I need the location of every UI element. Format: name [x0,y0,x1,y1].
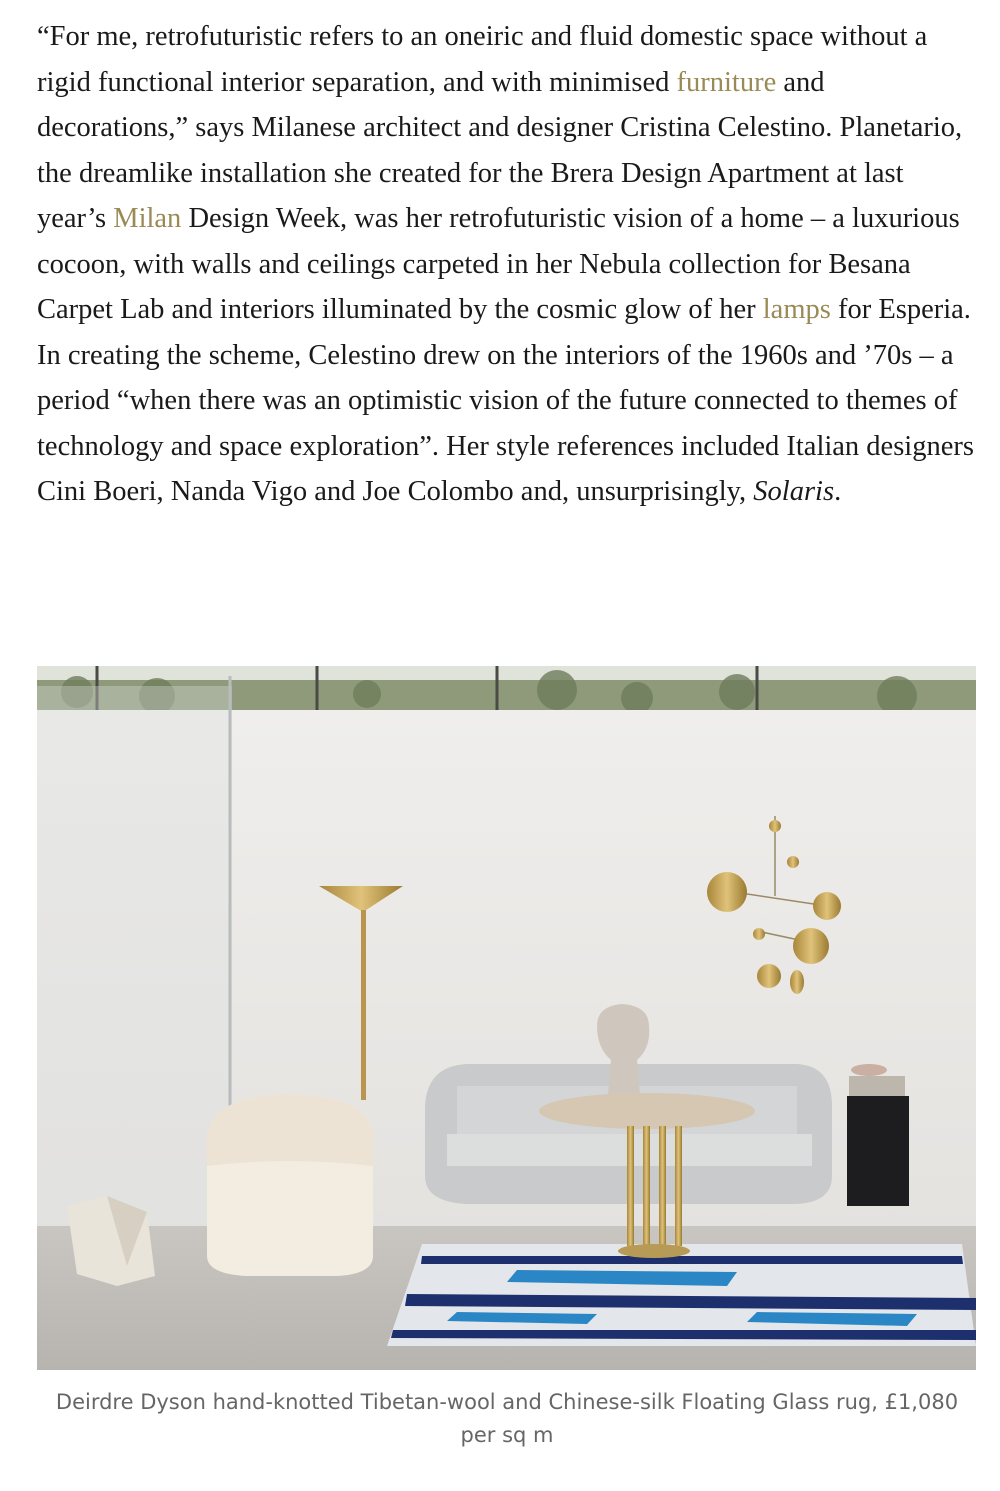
paragraph-text: “For me, retrofuturistic refers to an oneiric and fluid domestic space without a rigid functional interior separation, and with minimised [37,21,928,98]
paragraph-text: and decorations,” says Milanese architect and designer Cristina Celestino. Planetario, the dreamlike installation she created for the Brera Design Apartment at last year’s [37,66,963,234]
article-paragraph [37,14,977,515]
link-lamps[interactable]: lamps [762,294,831,325]
italic-title: Solaris [753,476,835,507]
paragraph-text: . [834,476,842,507]
article-photo [37,666,976,1370]
link-furniture[interactable]: furniture [676,66,777,98]
link-milan[interactable]: Milan [113,203,182,234]
interior-photo-illustration [37,666,976,1370]
photo-caption: Deirdre Dyson hand-knotted Tibetan-wool and Chinese-silk Floating Glass rug, £1,080 per sq m [55,1390,959,1447]
article-body [37,14,977,515]
paragraph-text: Design Week, was her retrofuturistic vision of a home – a luxurious cocoon, with walls and ceilings carpeted in her Nebula collection for Besana Carpet Lab and interiors illuminated by the cosmic glow of her [37,203,960,325]
paragraph-text: for Esperia. In creating the scheme, Celestino drew on the interiors of the 1960s and ’70s – a period “when there was an optimistic vision of the future connected to themes of technology and space exploration”. Her style references included Italian designers Cini Boeri, Nanda Vigo and Joe Colombo and, unsurprisingly, [37,294,974,507]
